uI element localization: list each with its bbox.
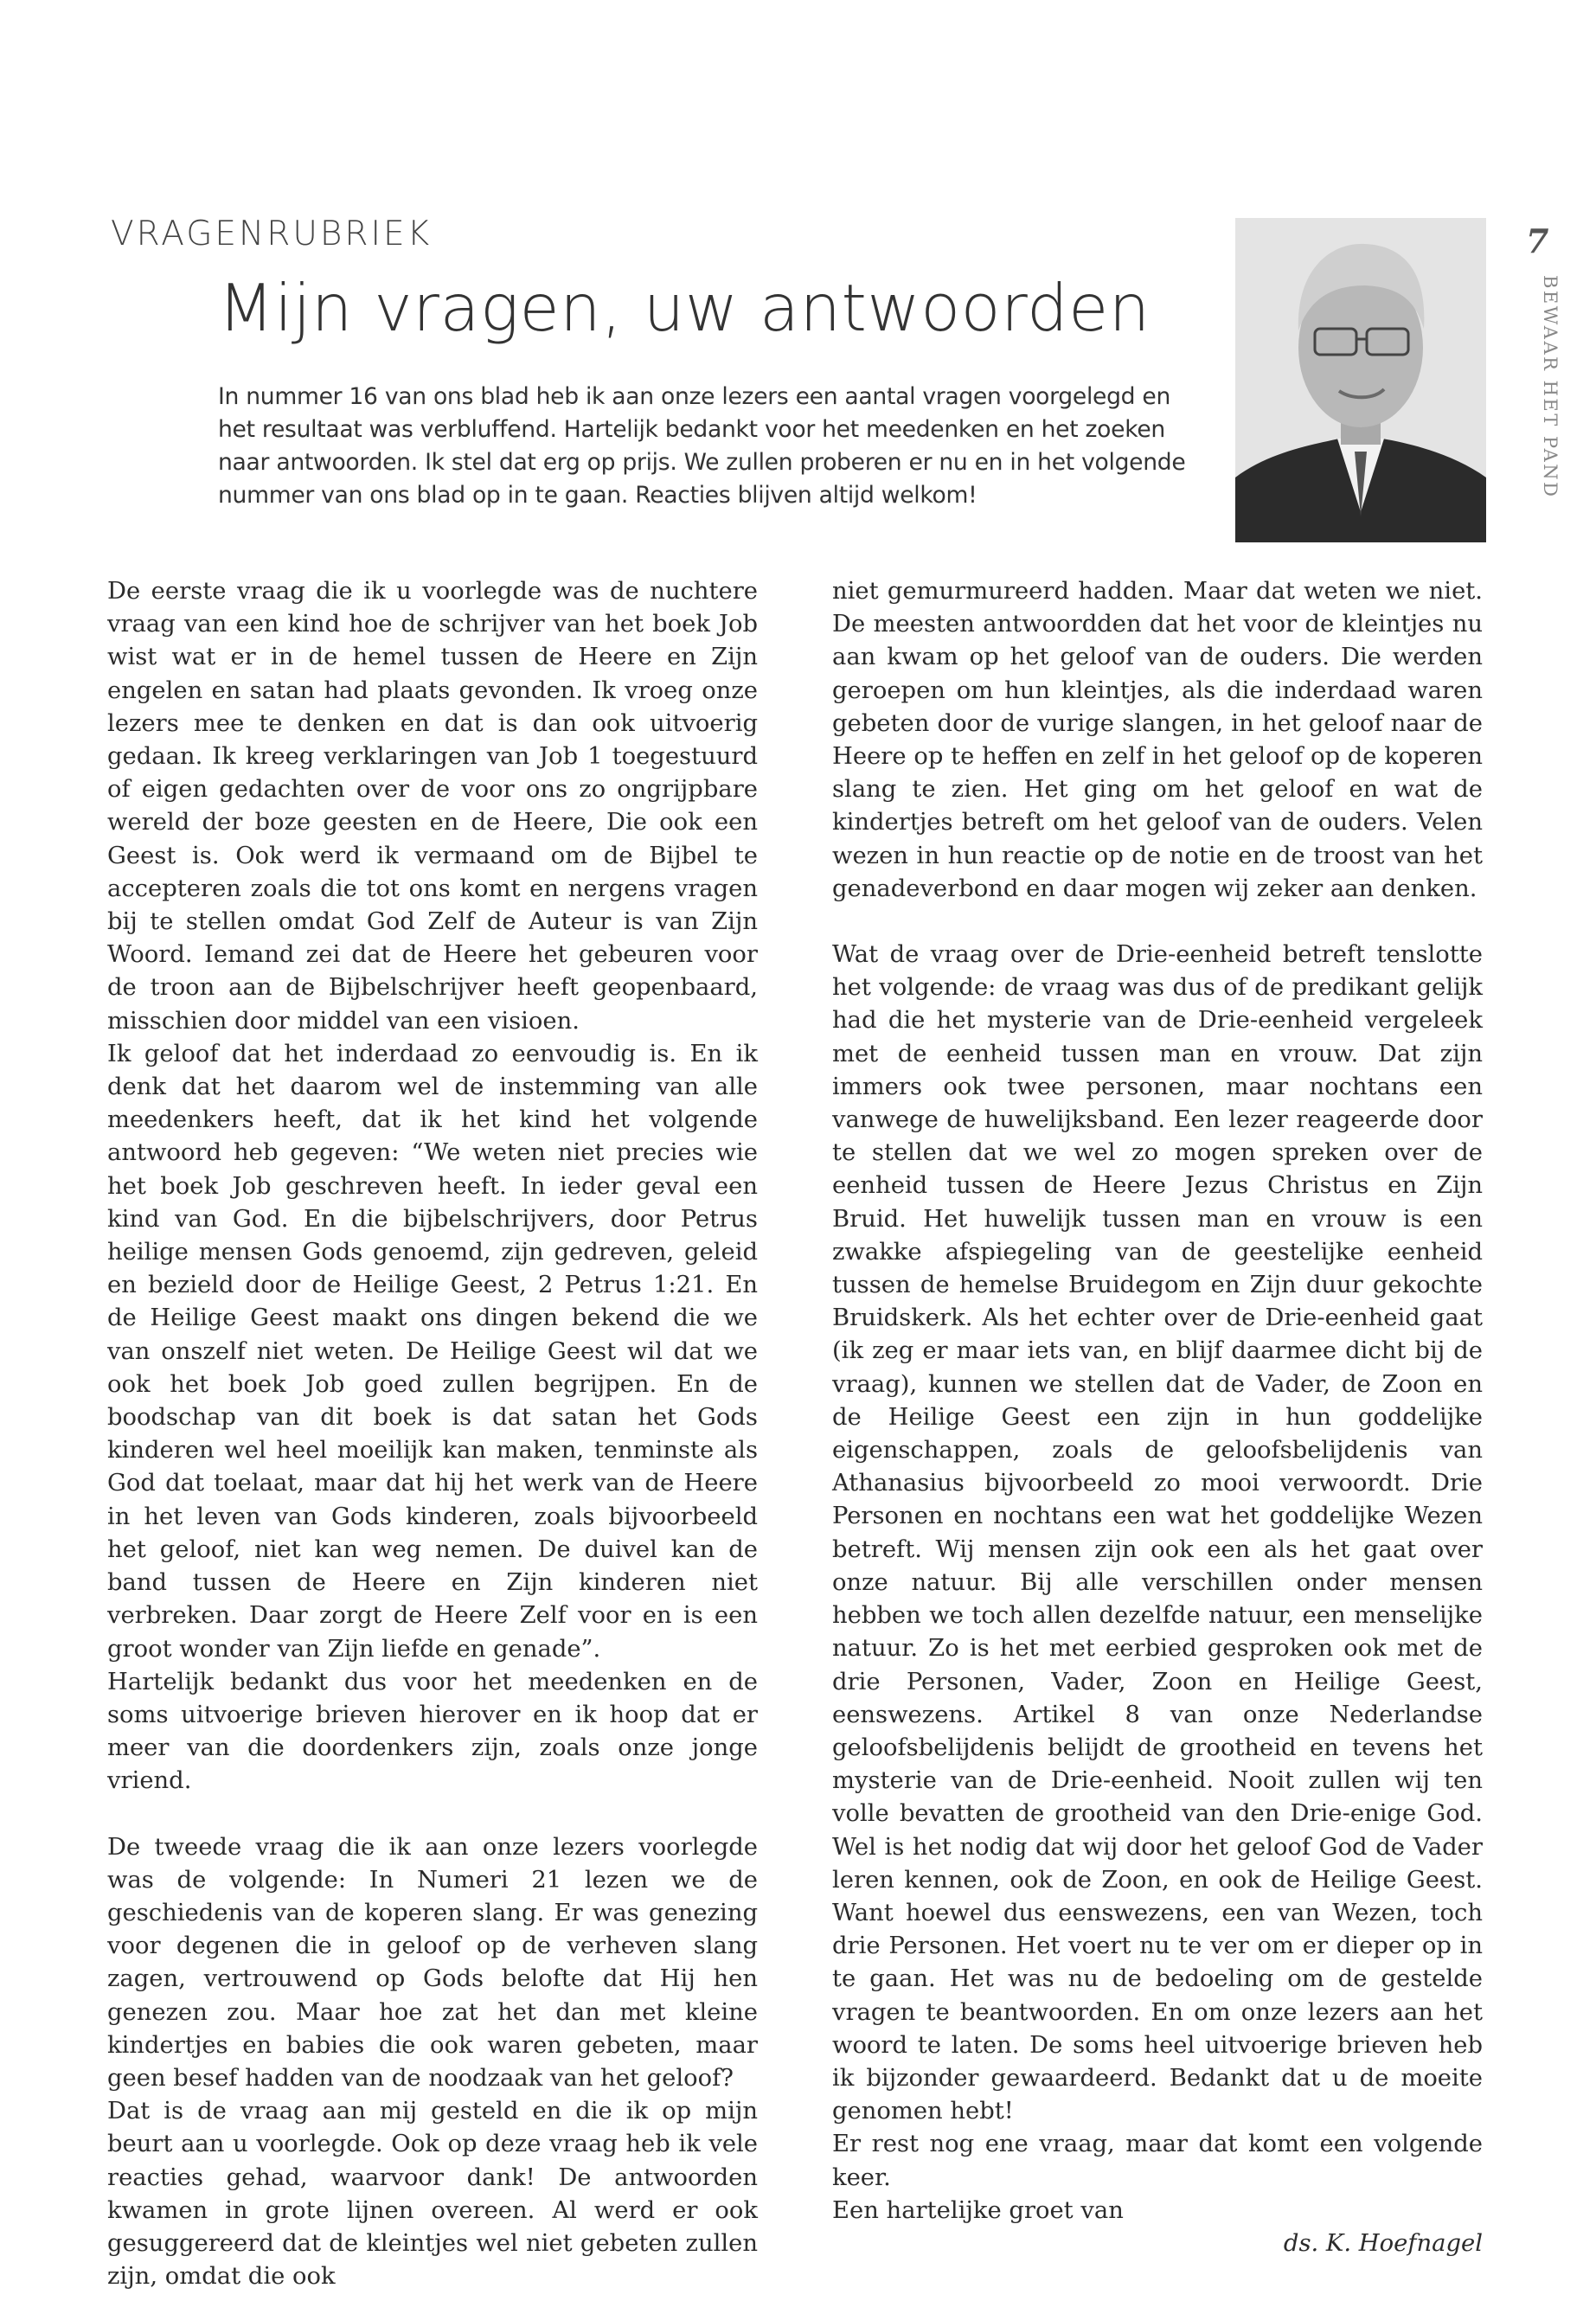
left-paragraph-2: Ik geloof dat het inderdaad zo eenvoudig is. En ik denk dat het daarom wel de instemming van alle meedenkers heeft, dat ik het kind het volgende antwoord heb gegeven: “We weten niet precies wie het boek Job geschreven heeft. In ieder geval een kind van God. En die bijbelschrijvers, door Petrus heilige mensen Gods genoemd, zijn gedreven, geleid en bezield door de Heilige Geest, 2 Petrus 1:21. En de Heilige Geest maakt ons dingen bekend die we van onszelf niet weten. De Heilige Geest wil dat we ook het boek Job goed zullen begrijpen. En de boodschap van dit boek is dat satan het Gods kinderen wel heel moeilijk kan maken, tenminste als God dat toelaat, maar dat hij het werk van de Heere in het leven van Gods kinderen, zoals bijvoorbeeld het geloof, niet kan weg nemen. De duivel kan de band tussen de Heere en Zijn kinderen niet verbreken. Daar zorgt de Heere Zelf voor en is een groot wonder van Zijn liefde en genade”. <box>107 1040 758 1663</box>
right-paragraph-4: Een hartelijke groet van <box>832 2196 1124 2224</box>
article-title: Mijn vragen, uw antwoorden <box>218 270 1151 346</box>
author-portrait-photo <box>1235 218 1486 542</box>
right-column <box>832 575 1483 2260</box>
page-number: 7 <box>1526 221 1549 260</box>
intro-paragraph: In nummer 16 van ons blad heb ik aan onze lezers een aantal vragen voorgelegd en het resultaat was verbluffend. Hartelijk bedankt voor het meedenken en het zoeken naar antwoorden. Ik stel dat erg op prijs. We zullen proberen er nu en in het volgende nummer van ons blad op in te gaan. Reacties blijven altijd welkom! <box>218 383 1186 509</box>
left-paragraph-4: De tweede vraag die ik aan onze lezers voorlegde was de volgende: In Numeri 21 lezen we de geschiedenis van de koperen slang. Er was genezing voor degenen die in geloof op de verheven slang zagen, vertrouwend op Gods belofte dat Hij hen genezen zou. Maar hoe zat het dan met kleine kindertjes en babies die ook waren gebeten, maar geen besef hadden van de noodzaak van het geloof? <box>107 1833 758 2092</box>
side-label: BEWAAR HET PAND <box>1540 275 1561 499</box>
article-intro <box>218 381 1213 512</box>
right-paragraph-3: Er rest nog ene vraag, maar dat komt een volgende keer. <box>832 2131 1483 2191</box>
author-signature: ds. K. Hoefnagel <box>1283 2229 1483 2257</box>
left-column <box>107 575 758 2293</box>
left-paragraph-1: De eerste vraag die ik u voorlegde was de nuchtere vraag van een kind hoe de schrijver van het boek Job wist wat er in de hemel tussen de Heere en Zijn engelen en satan had plaats gevonden. Ik vroeg onze lezers mee te denken en dat is dan ook uitvoerig gedaan. Ik kreeg verklaringen van Job 1 toegestuurd of eigen gedachten over de voor ons zo ongrijpbare wereld der boze geesten en de Heere, Die ook een Geest is. Ook werd ik vermaand om de Bijbel te accepteren zoals die tot ons komt en nergens vragen bij te stellen omdat God Zelf de Auteur is van Zijn Woord. Iemand zei dat de Heere het gebeuren voor de troon aan de Bijbelschrijver heeft geopenbaard, misschien door middel van een visioen. <box>107 578 758 1035</box>
right-paragraph-2: Wat de vraag over de Drie-eenheid betreft tenslotte het volgende: de vraag was dus of de predikant gelijk had die het mysterie van de Drie-eenheid vergeleek met de eenheid tussen man en vrouw. Dat zijn immers ook twee personen, maar nochtans een vanwege de huwelijksband. Een lezer reageerde door te stellen dat we wel zo mogen spreken over de eenheid tussen de Heere Jezus Christus en Zijn Bruid. Het huwelijk tussen man en vrouw is een zwakke afspiegeling van de geestelijke eenheid tussen de hemelse Bruidegom en Zijn duur gekochte Bruidskerk. Als het echter over de Drie-eenheid gaat (ik zeg er maar iets van, en blijf daarmee dicht bij de vraag), kunnen we stellen dat de Vader, de Zoon en de Heilige Geest een zijn in hun goddelijke eigenschappen, zoals de geloofsbelijdenis van Athanasius bijvoorbeeld zo mooi verwoordt. Drie Personen en nochtans een wat het goddelijke Wezen betreft. Wij mensen zijn ook een als het gaat over onze natuur. Bij alle verschillen onder mensen hebben we toch allen dezelfde natuur, een menselijke natuur. Zo is het met eerbied gesproken ook met de drie Personen, Vader, Zoon en Heilige Geest, eenswezens. Artikel 8 van onze Nederlandse geloofsbelijdenis belijdt de grootheid en tevens het mysterie van de Drie-eenheid. Nooit zullen wij ten volle bevatten de grootheid van den Drie-enige God. Wel is het nodig dat wij door het geloof God de Vader leren kennen, ook de Zoon, en ook de Heilige Geest. Want hoewel dus eenswezens, een van Wezen, toch drie Personen. Het voert nu te ver om er dieper op in te gaan. Het was nu de bedoeling om de gestelde vragen te beantwoorden. En om onze lezers aan het woord te laten. De soms heel uitvoerige brieven heb ik bijzonder gewaardeerd. Bedankt dat u de moeite genomen hebt! <box>832 941 1483 2125</box>
section-rubric: VRAGENRUBRIEK <box>111 215 433 253</box>
right-paragraph-1: niet gemurmureerd hadden. Maar dat weten we niet. De meesten antwoordden dat het voor de kleintjes nu aan kwam op het geloof van de ouders. Die werden geroepen om hun kleintjes, als die inderdaad waren gebeten door de vurige slangen, in het geloof naar de Heere op te heffen en zelf in het geloof op de koperen slang te zien. Het ging om het geloof en wat de kindertjes betreft om het geloof van de ouders. Velen wezen in hun reactie op de notie en de troost van het genadeverbond en daar mogen wij zeker aan denken. <box>832 578 1483 902</box>
left-paragraph-5: Dat is de vraag aan mij gesteld en die ik op mijn beurt aan u voorlegde. Ook op deze vraag heb ik vele reacties gehad, waarvoor dank! De antwoorden kwamen in grote lijnen overeen. Al werd er ook gesuggereerd dat de kleintjes wel niet gebeten zullen zijn, omdat die ook <box>107 2098 758 2291</box>
left-paragraph-3: Hartelijk bedankt dus voor het meedenken en de soms uitvoerige brieven hierover en ik hoop dat er meer van die doordenkers zijn, zoals onze jonge vriend. <box>107 1668 758 1795</box>
author-portrait-icon <box>1235 218 1486 542</box>
